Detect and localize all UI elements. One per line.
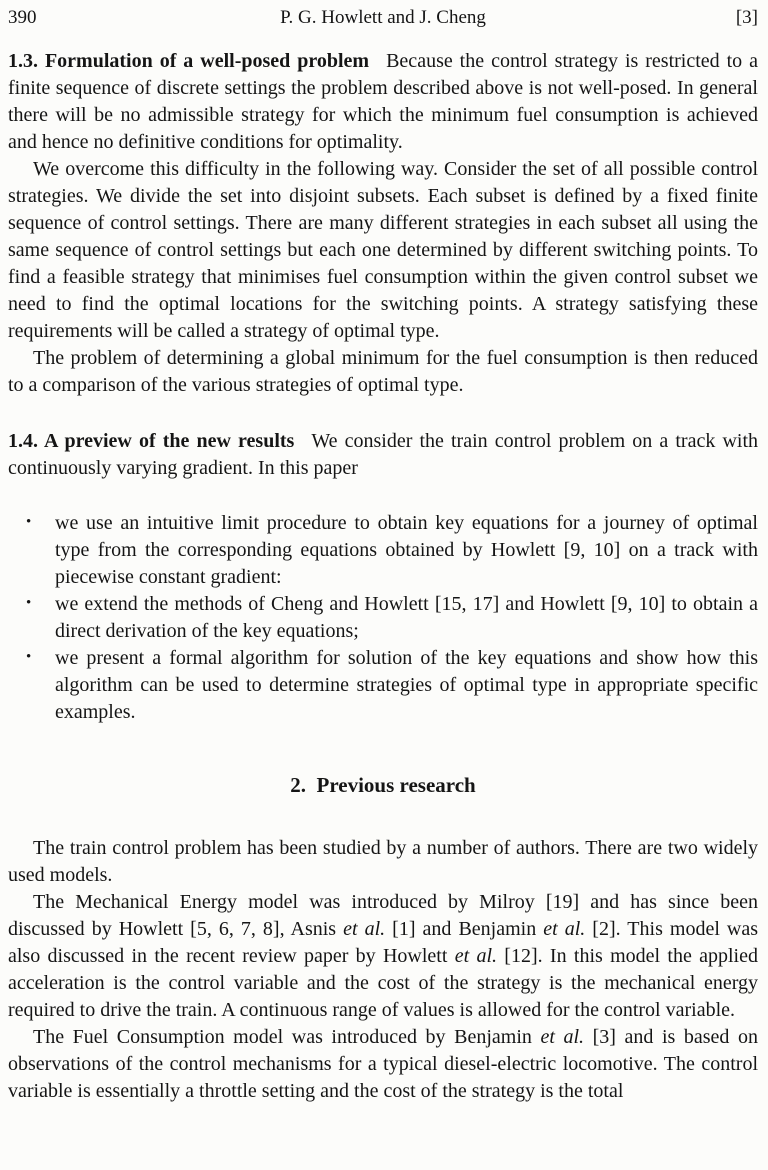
paragraph (8, 156, 758, 345)
text-run: [12]. In this model the applied acceleration is the control variable and the cost of the strategy is the mechanical energy required to drive the train. A continuous range of values is allowed for the control variable. (8, 945, 758, 1021)
text-run: et al. (454, 945, 497, 967)
page-header (8, 4, 758, 31)
paragraph (8, 428, 758, 482)
bullet-list (8, 510, 758, 726)
text-run: et al. (543, 918, 586, 940)
bullet-icon: • (26, 649, 32, 665)
folio-mark: [3] (735, 7, 758, 28)
text-run: [1] and Benjamin (385, 918, 544, 940)
bullet-icon: • (26, 595, 32, 611)
running-title: P. G. Howlett and J. Cheng (280, 7, 486, 28)
text-run: we extend the methods of Cheng and Howlett [15, 17] and Howlett [9, 10] to obtain a direct derivation of the key equations; (55, 593, 758, 642)
text-run: The problem of determining a global minimum for the fuel consumption is then reduced to a comparison of the various strategies of optimal type. (8, 347, 758, 396)
text-run: we use an intuitive limit procedure to obtain key equations for a journey of optimal type from the corresponding equations obtained by Howlett [9, 10] on a track with piecewise constant gradient: (55, 512, 758, 588)
section-heading: 2. Previous research (290, 773, 476, 797)
bullet-item (26, 591, 758, 645)
paragraph (8, 48, 758, 156)
text-run: [3] and is based on observations of the control mechanisms for a typical diesel-electric locomotive. The control variable is essentially a throttle setting and the cost of the strategy is the total (8, 1026, 758, 1102)
document-body (8, 48, 758, 1105)
text-run: Because the control strategy is restricted to a finite sequence of discrete settings the problem described above is not well-posed. In general there will be no admissible strategy for which the minimum fuel consumption is achieved and hence no definitive conditions for optimality. (8, 50, 759, 153)
subsection-heading: 1.4. A preview of the new results (8, 430, 295, 452)
text-run: The Fuel Consumption model was introduced by Benjamin (33, 1026, 541, 1048)
text-run: We consider the train control problem on a track with continuously varying gradient. In this paper (8, 430, 758, 479)
text-run: We overcome this difficulty in the following way. Consider the set of all possible control strategies. We divide the set into disjoint subsets. Each subset is defined by a fixed finite sequence of control settings. There are many different strategies in each subset all using the same sequence of control settings but each one determined by different switching points. To find a feasible strategy that minimises fuel consumption within the given control subset we need to find the optimal locations for the switching points. A strategy satisfying these requirements will be called a strategy of optimal type. (8, 158, 758, 342)
text-run: we present a formal algorithm for solution of the key equations and show how this algorithm can be used to determine strategies of optimal type in appropriate specific examples. (55, 647, 758, 723)
paragraph (8, 345, 758, 399)
subsection-heading: 1.3. Formulation of a well-posed problem (8, 50, 370, 72)
bullet-item (26, 510, 758, 591)
text-run: et al. (343, 918, 386, 940)
text-run: The train control problem has been studied by a number of authors. There are two widely used models. (8, 837, 758, 886)
text-run: et al. (540, 1026, 585, 1048)
bullet-icon: • (26, 514, 32, 530)
paragraph (8, 1024, 758, 1105)
text-run: [2]. This model was also discussed in the recent review paper by Howlett (8, 918, 759, 967)
page-number: 390 (8, 7, 37, 28)
paragraph (8, 889, 758, 1024)
text-run: The Mechanical Energy model was introduced by Milroy [19] and has since been discussed by Howlett [5, 6, 7, 8], Asnis (8, 891, 758, 940)
bullet-item (26, 645, 758, 726)
paragraph (8, 835, 758, 889)
